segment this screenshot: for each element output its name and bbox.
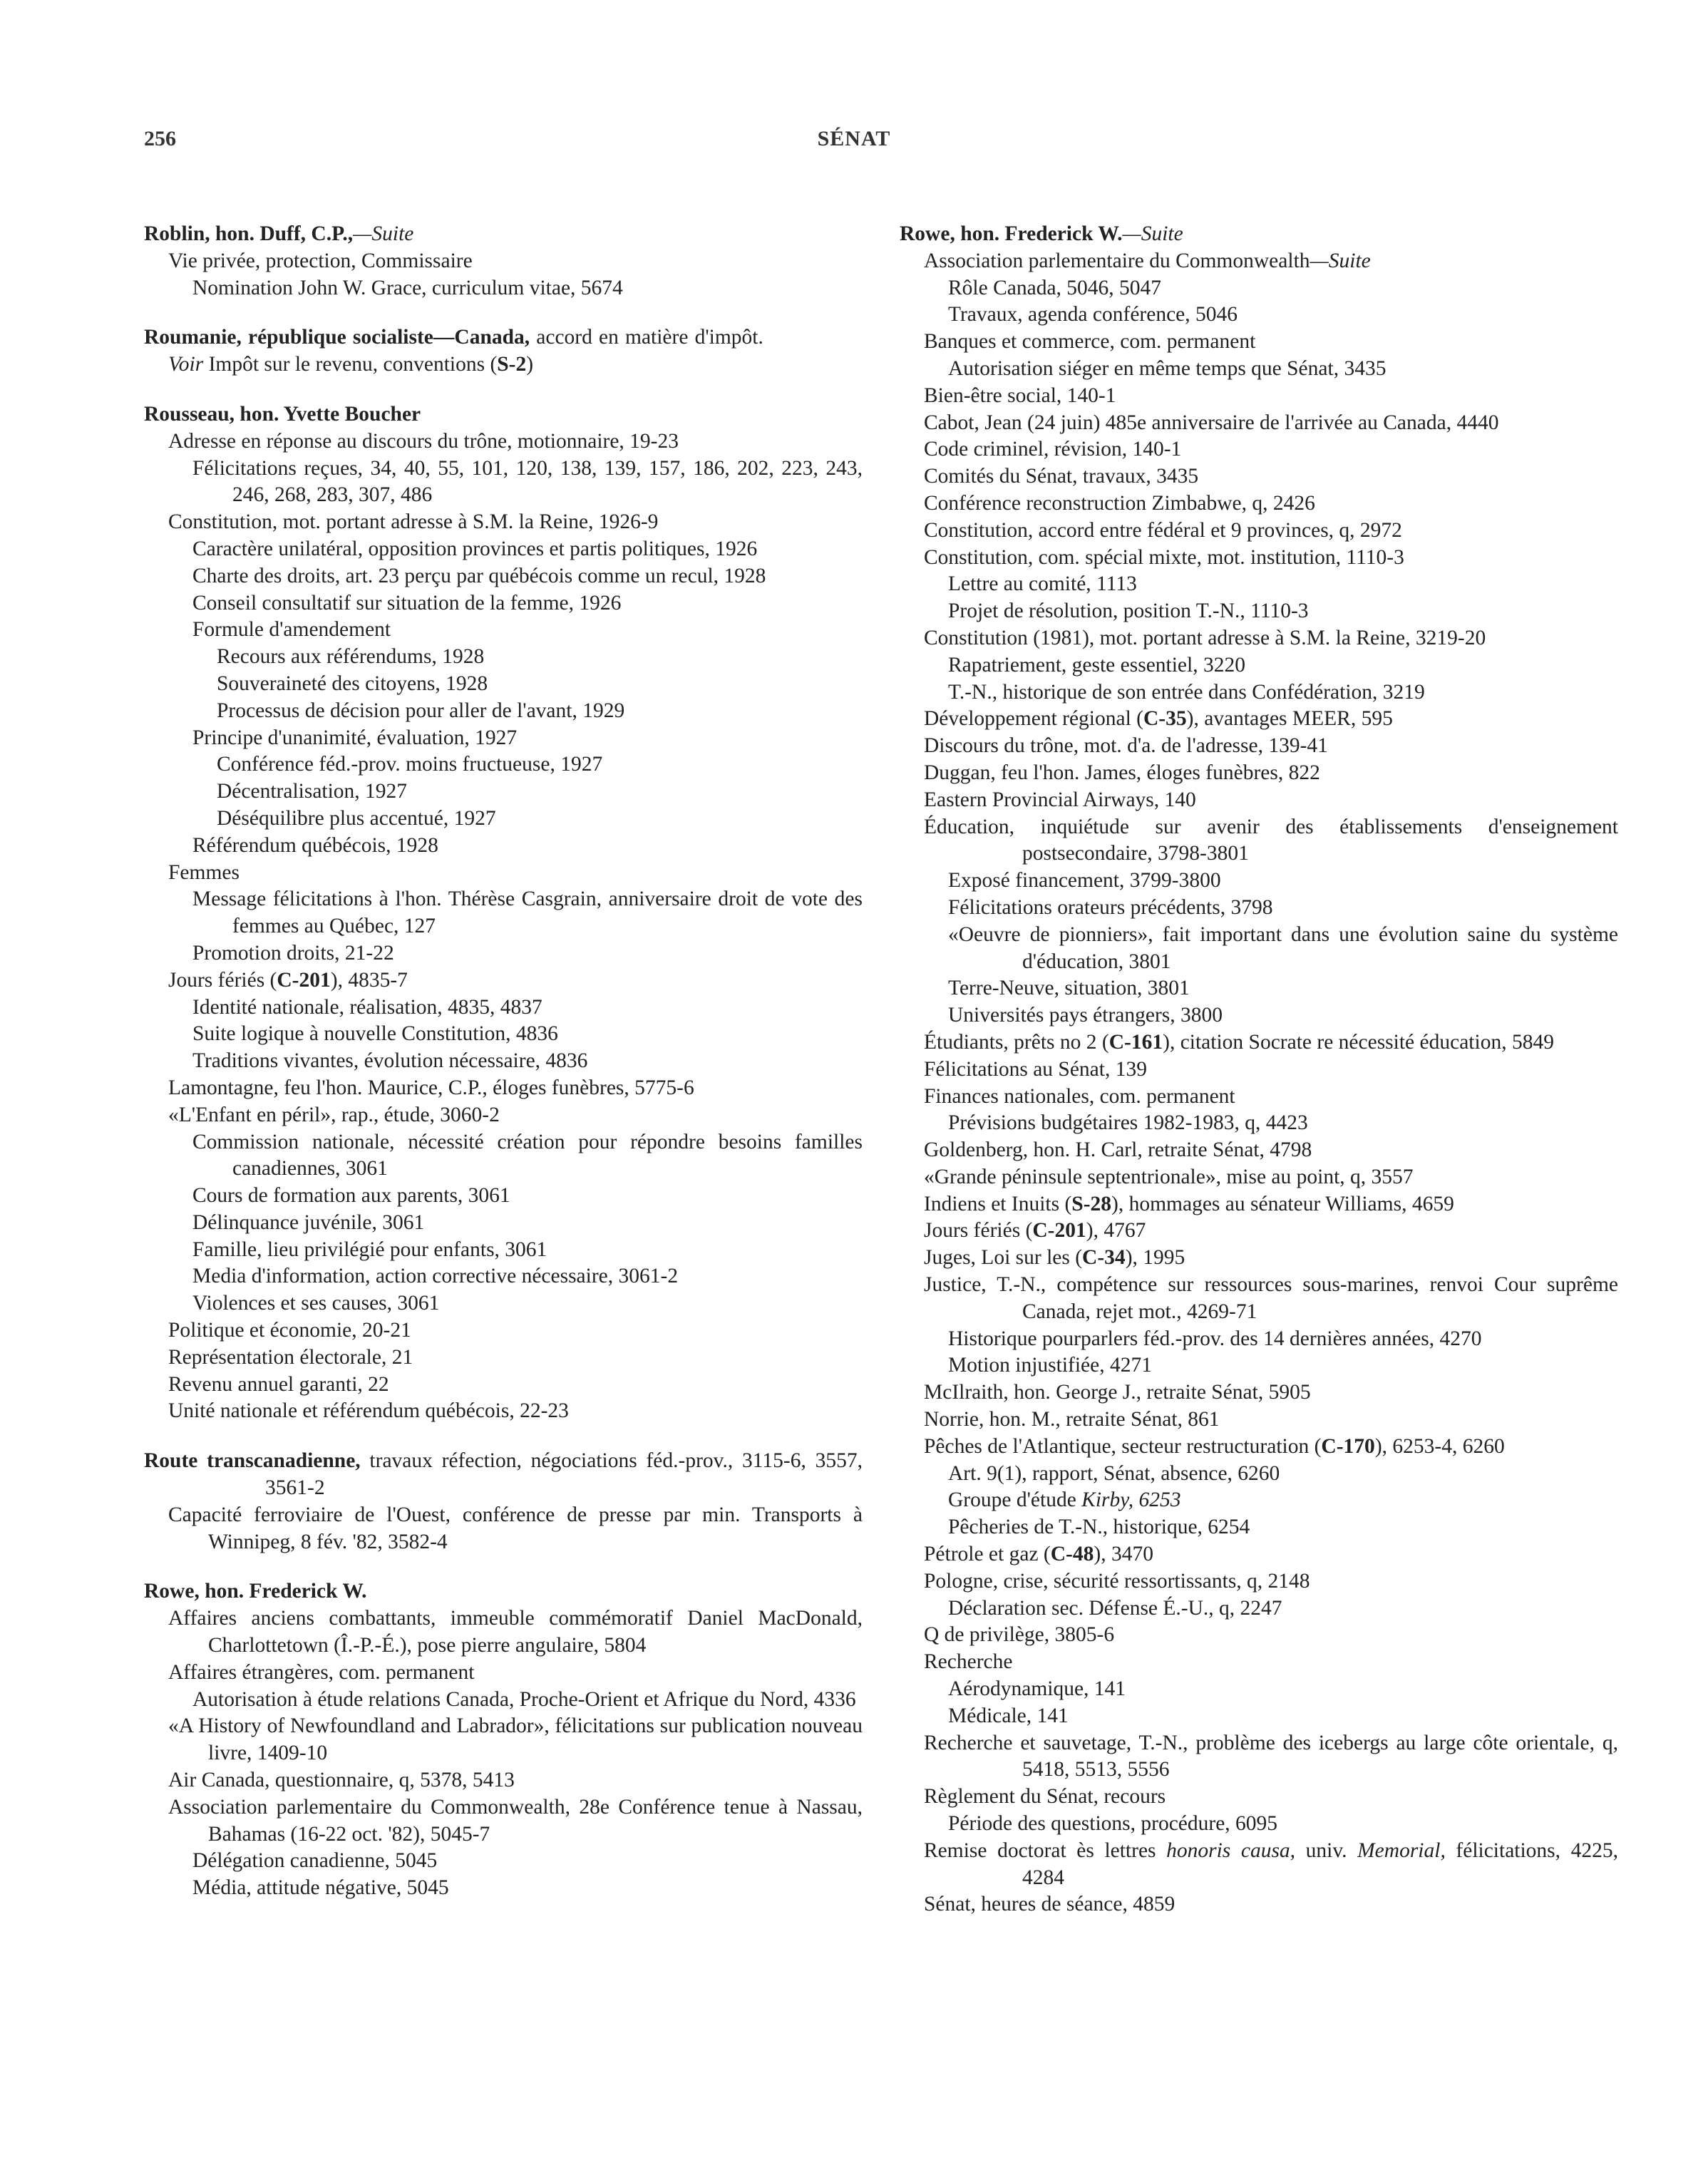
subentry: Affaires anciens combattants, immeuble commémoratif Daniel MacDonald, Charlottetown (Î.-P.-É.), pose pierre angulaire, 5804 <box>168 1607 863 1657</box>
subentry: Code criminel, révision, 140-1 <box>924 438 1182 461</box>
subentry: Période des questions, procédure, 6095 <box>948 1812 1278 1836</box>
subentry: Principe d'unanimité, évaluation, 1927 <box>192 726 518 749</box>
subentry: Constitution, com. spécial mixte, mot. institution, 1110-3 <box>924 545 1404 569</box>
running-title: SÉNAT <box>817 127 891 150</box>
subentry: Unité nationale et référendum québécois, 22-23 <box>168 1399 569 1423</box>
subentry: Bien-être social, 140-1 <box>924 384 1116 407</box>
subentry: Cabot, Jean (24 juin) 485e anniversaire de l'arrivée au Canada, 4440 <box>924 411 1499 434</box>
subentry: Sénat, heures de séance, 4859 <box>924 1893 1175 1916</box>
subentry: Décentralisation, 1927 <box>217 780 408 803</box>
subentry: Déclaration sec. Défense É.-U., q, 2247 <box>948 1596 1282 1620</box>
subentry: Association parlementaire du Commonwealth—Suite <box>924 249 1371 272</box>
subentry: Art. 9(1), rapport, Sénat, absence, 6260 <box>948 1461 1280 1485</box>
subentry: Conférence féd.-prov. moins fructueuse, 1927 <box>217 753 603 776</box>
subentry: Recherche et sauvetage, T.-N., problème des icebergs au large côte orientale, q, 5418, 5513, 5556 <box>924 1731 1618 1781</box>
subentry: Félicitations reçues, 34, 40, 55, 101, 120, 138, 139, 157, 186, 202, 223, 243, 246, 268, 283, 307, 486 <box>192 456 863 507</box>
subentry: Capacité ferroviaire de l'Ouest, conférence de presse par min. Transports à Winnipeg, 8 fév. '82, 3582-4 <box>168 1503 863 1553</box>
subentry: Exposé financement, 3799-3800 <box>948 869 1221 893</box>
subentry: Suite logique à nouvelle Constitution, 4836 <box>192 1022 558 1046</box>
subentry: «Grande péninsule septentrionale», mise au point, q, 3557 <box>924 1165 1414 1188</box>
subentry: Femmes <box>168 860 240 884</box>
subentry: Développement régional (C-35), avantages MEER, 595 <box>924 707 1393 731</box>
subentry: Message félicitations à l'hon. Thérèse Casgrain, anniversaire droit de vote des femmes au Québec, 127 <box>192 888 863 938</box>
subentry: Association parlementaire du Commonwealth, 28e Conférence tenue à Nassau, Bahamas (16-22 oct. '82), 5045-7 <box>168 1795 863 1846</box>
subentry: Goldenberg, hon. H. Carl, retraite Sénat, 4798 <box>924 1138 1312 1162</box>
subentry: Affaires étrangères, com. permanent <box>168 1660 475 1684</box>
subentry: Délégation canadienne, 5045 <box>192 1849 438 1873</box>
subentry: Q de privilège, 3805-6 <box>924 1623 1115 1647</box>
subentry: Aérodynamique, 141 <box>948 1677 1126 1701</box>
subentry: Norrie, hon. M., retraite Sénat, 861 <box>924 1408 1220 1431</box>
subentry: «L'Enfant en péril», rap., étude, 3060-2 <box>168 1103 500 1126</box>
index-entry-rowe-suite <box>900 221 1618 1918</box>
subentry: Délinquance juvénile, 3061 <box>192 1210 425 1234</box>
subentry: Média, attitude négative, 5045 <box>192 1876 449 1900</box>
subentry: Pêcheries de T.-N., historique, 6254 <box>948 1516 1250 1539</box>
subentry: Vie privée, protection, Commissaire <box>168 249 473 272</box>
left-column <box>144 221 863 1925</box>
subentry: Violences et ses causes, 3061 <box>192 1292 440 1315</box>
subentry: Médicale, 141 <box>948 1704 1069 1727</box>
subentry: Rapatriement, geste essentiel, 3220 <box>948 653 1245 677</box>
subentry: Historique pourparlers féd.-prov. des 14 dernières années, 4270 <box>948 1327 1482 1350</box>
subentry: Lamontagne, feu l'hon. Maurice, C.P., éloges funèbres, 5775-6 <box>168 1076 694 1099</box>
subentry: Règlement du Sénat, recours <box>924 1785 1166 1809</box>
subentry: Traditions vivantes, évolution nécessaire, 4836 <box>192 1049 588 1073</box>
subentry: Travaux, agenda conférence, 5046 <box>948 303 1238 326</box>
subentry: Revenu annuel garanti, 22 <box>168 1372 389 1396</box>
index-entry-roblin <box>144 221 863 302</box>
subentry: Lettre au comité, 1113 <box>948 572 1137 596</box>
subentry: Groupe d'étude Kirby, 6253 <box>948 1488 1181 1512</box>
subentry: Déséquilibre plus accentué, 1927 <box>217 806 496 830</box>
subentry: Charte des droits, art. 23 perçu par québécois comme un recul, 1928 <box>192 564 766 587</box>
subentry: Conférence reconstruction Zimbabwe, q, 2426 <box>924 491 1315 515</box>
subentry: Recherche <box>924 1650 1013 1674</box>
subentry: T.-N., historique de son entrée dans Confédération, 3219 <box>948 680 1425 704</box>
subentry: Politique et économie, 20-21 <box>168 1319 411 1342</box>
subentry: Discours du trône, mot. d'a. de l'adresse, 139-41 <box>924 734 1328 758</box>
subentry: Recours aux référendums, 1928 <box>217 645 485 669</box>
subentry: Identité nationale, réalisation, 4835, 4837 <box>192 995 542 1019</box>
subentry: Étudiants, prêts no 2 (C-161), citation Socrate re nécessité éducation, 5849 <box>924 1030 1554 1054</box>
subentry: Indiens et Inuits (S-28), hommages au sénateur Williams, 4659 <box>924 1192 1454 1215</box>
page-number: 256 <box>144 127 176 150</box>
subentry: Motion injustifiée, 4271 <box>948 1354 1152 1377</box>
subentry: Processus de décision pour aller de l'avant, 1929 <box>217 699 625 722</box>
subentry: Commission nationale, nécessité création pour répondre besoins familles canadiennes, 3061 <box>192 1130 863 1181</box>
subentry: Media d'information, action corrective nécessaire, 3061-2 <box>192 1265 679 1288</box>
subentry: Terre-Neuve, situation, 3801 <box>948 977 1190 1000</box>
subentry: «Oeuvre de pionniers», fait important dans une évolution saine du système d'éducation, 3801 <box>948 922 1618 973</box>
subentry: Duggan, feu l'hon. James, éloges funèbres, 822 <box>924 761 1320 784</box>
subentry: Jours fériés (C-201), 4767 <box>924 1219 1146 1243</box>
subentry: «A History of Newfoundland and Labrador», félicitations sur publication nouveau livre, 1409-10 <box>168 1714 863 1765</box>
subentry: Remise doctorat ès lettres honoris causa, univ. Memorial, félicitations, 4225, 4284 <box>924 1839 1618 1889</box>
subentry: Justice, T.-N., compétence sur ressources sous-marines, renvoi Cour suprême Canada, rejet mot., 4269-71 <box>924 1273 1618 1323</box>
subentry: Pêches de l'Atlantique, secteur restructuration (C-170), 6253-4, 6260 <box>924 1434 1505 1458</box>
entry-heading: Roumanie, république socialiste—Canada, accord en matière d'impôt. Voir Impôt sur le revenu, conventions (S-2) <box>144 326 763 376</box>
subentry: Autorisation siéger en même temps que Sénat, 3435 <box>948 356 1387 380</box>
entry-heading: Rousseau, hon. Yvette Boucher <box>144 402 421 426</box>
subentry: Finances nationales, com. permanent <box>924 1084 1235 1108</box>
subentry: Pétrole et gaz (C-48), 3470 <box>924 1543 1153 1566</box>
subentry: Constitution (1981), mot. portant adresse à S.M. la Reine, 3219-20 <box>924 626 1486 649</box>
subentry: Juges, Loi sur les (C-34), 1995 <box>924 1246 1185 1270</box>
subentry: Comités du Sénat, travaux, 3435 <box>924 465 1199 488</box>
subentry: Constitution, mot. portant adresse à S.M. la Reine, 1926-9 <box>168 510 659 534</box>
right-column <box>900 221 1618 1941</box>
subentry: Jours fériés (C-201), 4835-7 <box>168 968 408 992</box>
subentry: Adresse en réponse au discours du trône, motionnaire, 19-23 <box>168 429 679 453</box>
subentry: Autorisation à étude relations Canada, Proche-Orient et Afrique du Nord, 4336 <box>192 1687 856 1711</box>
entry-heading: Roblin, hon. Duff, C.P.,—Suite <box>144 222 414 245</box>
entry-heading: Route transcanadienne, travaux réfection, négociations féd.-prov., 3115-6, 3557, 3561-2 <box>144 1449 863 1500</box>
subentry: Famille, lieu privilégié pour enfants, 3061 <box>192 1238 547 1261</box>
subentry: Formule d'amendement <box>192 618 391 642</box>
subentry: Souveraineté des citoyens, 1928 <box>217 672 488 695</box>
subentry: Prévisions budgétaires 1982-1983, q, 4423 <box>948 1111 1308 1135</box>
subentry: Air Canada, questionnaire, q, 5378, 5413 <box>168 1769 515 1792</box>
subentry: Projet de résolution, position T.-N., 1110-3 <box>948 600 1309 623</box>
subentry: Universités pays étrangers, 3800 <box>948 1004 1223 1027</box>
index-entry-roumanie <box>144 324 863 379</box>
subentry: McIlraith, hon. George J., retraite Sénat, 5905 <box>924 1381 1311 1404</box>
entry-heading: Rowe, hon. Frederick W. <box>144 1580 367 1603</box>
index-entry-route-transcanadienne <box>144 1448 863 1555</box>
subentry: Promotion droits, 21-22 <box>192 941 394 965</box>
subentry: Éducation, inquiétude sur avenir des établissements d'enseignement postsecondaire, 3798-3801 <box>924 815 1618 865</box>
subentry: Cours de formation aux parents, 3061 <box>192 1184 510 1208</box>
subentry: Nomination John W. Grace, curriculum vitae, 5674 <box>192 276 623 299</box>
subentry: Félicitations au Sénat, 139 <box>924 1057 1147 1081</box>
subentry: Félicitations orateurs précédents, 3798 <box>948 895 1273 919</box>
entry-heading: Rowe, hon. Frederick W.—Suite <box>900 222 1183 245</box>
subentry: Pologne, crise, sécurité ressortissants, q, 2148 <box>924 1569 1310 1593</box>
subentry: Référendum québécois, 1928 <box>192 833 438 857</box>
subentry: Constitution, accord entre fédéral et 9 provinces, q, 2972 <box>924 518 1402 542</box>
subentry: Rôle Canada, 5046, 5047 <box>948 276 1162 299</box>
index-entry-rowe <box>144 1578 863 1902</box>
subentry: Eastern Provincial Airways, 140 <box>924 788 1196 811</box>
subentry: Caractère unilatéral, opposition provinces et partis politiques, 1926 <box>192 537 758 560</box>
subentry: Banques et commerce, com. permanent <box>924 330 1256 354</box>
subentry: Représentation électorale, 21 <box>168 1345 413 1369</box>
subentry: Conseil consultatif sur situation de la femme, 1926 <box>192 591 622 615</box>
index-entry-rousseau <box>144 401 863 1425</box>
